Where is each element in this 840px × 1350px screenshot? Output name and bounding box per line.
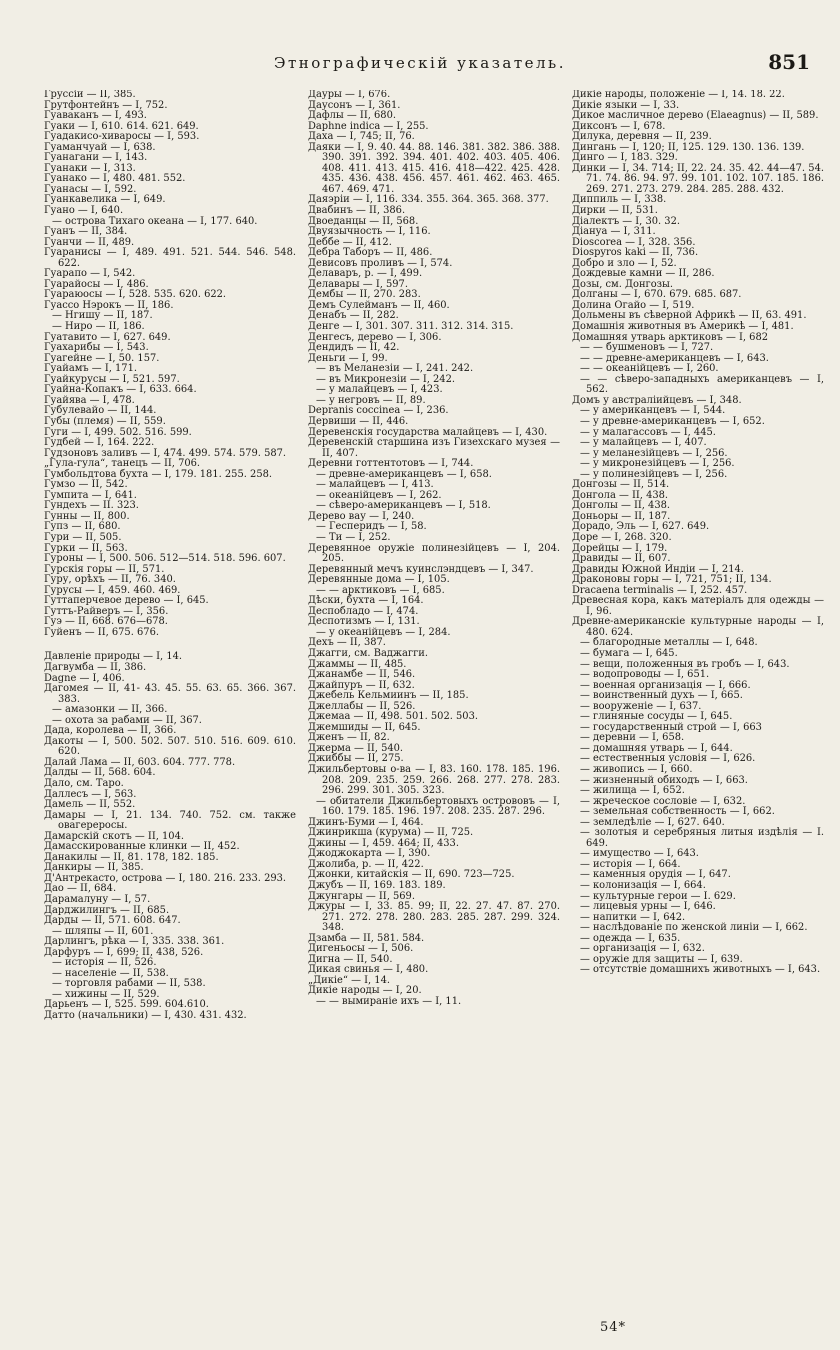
index-entry: Даллесъ — I, 563.: [44, 788, 137, 800]
index-entry: Гундехъ — II. 323.: [44, 500, 139, 512]
index-entry: Дождевые камни — II, 286.: [572, 268, 715, 280]
index-entry: Донголы — II, 438.: [572, 500, 671, 512]
index-subentry: — жизненный обиходъ — I, 663.: [580, 774, 748, 786]
index-subentry: — естественныя условія — I, 626.: [580, 753, 756, 765]
index-entry: Dagne — I, 406.: [44, 672, 125, 684]
index-entry: Гуайна-Копакъ — I, 633. 664.: [44, 384, 197, 396]
index-subentry: — благородные металлы — I, 648.: [580, 637, 758, 649]
index-entry: Дарджилингъ — II, 685.: [44, 904, 170, 916]
index-entry: Джиббы — II, 275.: [308, 753, 404, 765]
index-entry: Гуру, орѣхъ — II, 76. 340.: [44, 574, 176, 586]
index-entry: Гуги — I, 499. 502. 516. 599.: [44, 426, 192, 438]
index-subentry: — лицевыя урны — I, 646.: [580, 901, 716, 913]
index-entry: Джины — I, 459. 464; II, 433.: [308, 837, 459, 849]
index-subentry: — шляпы — II, 601.: [52, 925, 154, 937]
index-subentry: — вещи, положенныя въ гробъ — I, 643.: [580, 658, 790, 670]
index-entry: Диксонъ — I, 678.: [572, 120, 666, 132]
index-entry: Домашнія животныя въ Америкѣ — I, 481.: [572, 321, 794, 333]
index-entry: Донгозы — II, 514.: [572, 479, 670, 491]
index-entry: Дамасскированные клинки — II, 452.: [44, 841, 240, 853]
index-entry: Дравиды Южной Индіи — I, 214.: [572, 563, 744, 575]
index-entry: Гуарайосы — I, 486.: [44, 278, 149, 290]
index-entry: Дикая свинья — I, 480.: [308, 964, 429, 976]
index-subentry: — — океанійцевъ — I, 260.: [580, 363, 719, 375]
index-entry: Дауры — I, 676.: [308, 90, 391, 100]
index-entry: Джинрикша (курума) — II, 725.: [308, 827, 474, 839]
index-subentry: — — арктиковъ — I, 685.: [316, 584, 445, 596]
index-entry: Дада, королева — II, 366.: [44, 725, 177, 737]
index-subentry: — военная организація — I, 666.: [580, 679, 751, 691]
index-subentry: — Гесперидъ — I, 58.: [316, 521, 427, 533]
index-subentry: — одежда — I, 635.: [580, 932, 681, 944]
index-entry: Дингань — I, 120; II, 125. 129. 130. 136. 139.: [572, 141, 805, 153]
index-entry: Губулевайо — II, 144.: [44, 405, 157, 417]
index-entry: Діануа — I, 311.: [572, 226, 656, 238]
index-entry: Домашняя утварь арктиковъ — I, 682: [572, 331, 769, 343]
index-entry: Гуанаки — I, 313.: [44, 162, 136, 174]
index-entry: Джоджокарта — I, 390.: [308, 848, 431, 860]
index-entry: Гуайамъ — I, 171.: [44, 363, 137, 375]
index-entry: Делавары — I, 597.: [308, 278, 408, 290]
index-subentry: — имущество — I, 643.: [580, 848, 699, 860]
index-entry: Гуроны — I, 500. 506. 512—514. 518. 596. 607.: [44, 553, 286, 565]
index-entry: Гумзо — II, 542.: [44, 479, 128, 491]
index-subentry: — древне-американцевъ — I, 658.: [316, 468, 492, 480]
index-entry: Гуанасы — I, 592.: [44, 183, 137, 195]
index-entry: Девисовъ проливъ — I, 574.: [308, 257, 453, 269]
index-entry: Daphne indica — I, 255.: [308, 120, 429, 132]
index-entry: Даха — I, 745; II, 76.: [308, 131, 415, 143]
index-entry: Дикіе народы — I, 20.: [308, 985, 422, 997]
index-entry: Данкиры — II, 385.: [44, 862, 144, 874]
index-entry: Даусонъ — I, 361.: [308, 99, 401, 111]
index-subentry: — государственный строй — I, 663: [580, 721, 762, 733]
index-entry: Данакилы — II, 81. 178, 182. 185.: [44, 851, 219, 863]
index-subentry: — глиняные сосуды — I, 645.: [580, 711, 733, 723]
index-entry: Гуаранисы — I, 489. 491. 521. 544. 546. 548. 622.: [44, 247, 296, 269]
index-subentry: — живопись — I, 660.: [580, 764, 693, 775]
index-entry: Дало, см. Таро.: [44, 778, 124, 789]
index-entry: Дарфуръ — I, 699; II, 438, 526.: [44, 946, 204, 958]
index-entry: Деревенскія государства малайцевъ — I, 430.: [308, 426, 548, 438]
index-entry: Гуанако — I, 480. 481. 552.: [44, 173, 186, 185]
index-subentry: — у древне-американцевъ — I, 652.: [580, 415, 765, 427]
index-entry: Дарлингъ, рѣка — I, 335. 338. 361.: [44, 936, 225, 948]
index-subentry: — золотыя и серебряныя литыя издѣлія — I. 649.: [580, 827, 824, 849]
index-entry: Дорейцы — I, 179.: [572, 542, 668, 554]
index-entry: Гумпита — I, 641.: [44, 489, 137, 501]
index-entry: Долина Огайо — I, 519.: [572, 299, 695, 311]
index-entry: Груссіи — II, 385.: [44, 90, 136, 100]
index-subentry: — въ Микронезіи — I, 242.: [316, 373, 455, 385]
index-subentry: — домашняя утварь — I, 644.: [580, 742, 733, 754]
index-subentry: — у полинезійцевъ — I, 256.: [580, 468, 728, 480]
index-entry: Древесная кора, какъ матеріалъ для одежды — I, 96.: [572, 595, 824, 617]
index-subentry: — Ти — I, 252.: [316, 531, 391, 543]
index-entry: Гуанагани — I, 143.: [44, 152, 148, 164]
index-column-left: [44, 90, 296, 1330]
index-entry: Дакоты — I, 500. 502. 507. 510. 516. 609. 610. 620.: [44, 735, 296, 758]
index-subentry: — деревни — I, 658.: [580, 732, 685, 744]
index-subentry: — Нгишу — II, 187.: [52, 310, 153, 322]
index-entry: Драконовы горы — I, 721, 751; II, 134.: [572, 574, 772, 586]
index-entry: Дехъ — II, 387.: [308, 637, 386, 649]
index-entry: Dracaena terminalis — I, 252. 457.: [572, 584, 748, 596]
index-entry: Деревенскій старшина изъ Гизехскаго музея — II, 407.: [308, 437, 560, 459]
index-subentry: — у американцевъ — I, 544.: [580, 405, 726, 417]
index-entry: Джанамбе — II, 546.: [308, 669, 416, 681]
index-entry: Джемаа — II, 498. 501. 502. 503.: [308, 711, 479, 723]
index-entry: Гуассо Нэрокъ — II, 186.: [44, 299, 174, 311]
index-subentry: — исторія — I, 664.: [580, 858, 681, 870]
index-entry: Джайпуръ — II, 632.: [308, 679, 415, 691]
index-entry: Дзамба — II, 581. 584.: [308, 932, 425, 944]
index-entry: Дендидъ — II, 42.: [308, 342, 400, 354]
index-subentry: — малайцевъ — I, 413.: [316, 479, 434, 491]
index-entry: Деньги — I, 99.: [308, 352, 388, 364]
index-entry: „Дикіе“ — I, 14.: [308, 974, 390, 986]
index-subentry: — — сѣверо-западныхъ американцевъ — I, 562.: [580, 373, 824, 396]
index-entry: Диппиль — I, 338.: [572, 194, 667, 206]
index-entry: Гуаваканъ — I, 493.: [44, 110, 147, 122]
index-subentry: — у микронезійцевъ — I, 256.: [580, 458, 735, 470]
index-entry: Джильбертовы о-ва — I, 83. 160. 178. 185. 196. 208. 209. 235. 259. 266. 268. 277. 278. 283. 296. 299. 301. 305. 323.: [308, 764, 560, 797]
index-entry: Джунгары — II, 569.: [308, 890, 415, 902]
index-entry: Діалектъ — I, 30. 32.: [572, 215, 680, 227]
index-subentry: — вооруженіе — I, 637.: [580, 700, 702, 712]
index-entry: Джебель Кельмиинъ — II, 185.: [308, 690, 469, 702]
index-subentry: — наслѣдованіе по женской линіи — I, 662.: [580, 922, 808, 934]
index-entry: Денгесъ, дерево — I, 306.: [308, 331, 442, 343]
index-entry: Гуанъ — II, 384.: [44, 226, 128, 238]
index-entry: Деревянные дома — I, 105.: [308, 574, 450, 586]
index-entry: Джемшиды — II, 645.: [308, 721, 421, 733]
index-entry: Гудбей — I, 164. 222.: [44, 437, 155, 449]
index-entry: Делаваръ, р. — I, 499.: [308, 268, 423, 280]
page-number: 851: [768, 50, 810, 74]
index-subentry: — жреческое сословіе — I, 632.: [580, 795, 746, 807]
index-subentry: — напитки — I, 642.: [580, 911, 686, 923]
index-entry: Гуаки — I, 610. 614. 621. 649.: [44, 120, 199, 132]
index-entry: Домъ у австраліийцевъ — I, 348.: [572, 394, 742, 406]
index-entry: Дагомея — II, 41- 43. 45. 55. 63. 65. 366. 367. 383.: [44, 683, 296, 705]
index-entry: Гуарапо — I, 542.: [44, 268, 136, 280]
index-entry: Дозы, см. Донгозы.: [572, 278, 674, 290]
index-entry: Depranis coccinea — I, 236.: [308, 405, 449, 417]
index-entry: Далды — II, 568. 604.: [44, 767, 156, 779]
index-entry: Гупз — II, 680.: [44, 521, 121, 533]
index-entry: Деревни готтентотовъ — I, 744.: [308, 458, 474, 470]
index-entry: Далай Лама — II, 603. 604. 777. 778.: [44, 756, 236, 768]
index-subentry: — у меланезійцевъ — I, 256.: [580, 447, 728, 459]
index-entry: Деспобладо — I, 474.: [308, 605, 419, 617]
index-entry: Дао — II, 684.: [44, 883, 117, 895]
index-subentry: — — бушменовъ — I, 727.: [580, 342, 714, 354]
index-entry: Доньоры — II, 187.: [572, 510, 671, 522]
index-entry: Динки — I, 34. 714; II, 22. 24. 35. 42. 44—47. 54. 71. 74. 86. 94. 97. 99. 101. 102. 107. 185. 186. 269. 271. 273. 279. 284. 285. 288. 432.: [572, 162, 824, 195]
index-entry: Дигна — II, 540.: [308, 953, 393, 965]
index-subentry: — исторія — II, 526.: [52, 957, 157, 969]
index-subentry: — сѣверо-американцевъ — I, 518.: [316, 500, 491, 512]
index-subentry: — въ Меланезіи — I, 241. 242.: [316, 363, 474, 375]
running-title: Этнографическій указатель.: [274, 54, 566, 72]
index-subentry: — отсутствіе домашнихъ животныхъ — I, 643.: [580, 964, 821, 976]
index-entry: Дамары — I, 21. 134. 740. 752. см. также овагереросы.: [44, 809, 296, 832]
index-entry: Гуайкурусы — I, 521. 597.: [44, 373, 180, 385]
index-entry: Дамарскій скотъ — II, 104.: [44, 830, 185, 842]
index-entry: Гурусы — I, 459. 460. 469.: [44, 584, 181, 596]
index-subentry: — — древне-американцевъ — I, 643.: [580, 352, 769, 364]
index-entry: Джубъ — II, 169. 183. 189.: [308, 880, 446, 892]
index-entry: Двабинъ — II, 386.: [308, 205, 406, 217]
index-subentry: — колонизація — I, 664.: [580, 880, 706, 892]
index-entry: Денабъ — II, 282.: [308, 310, 399, 322]
index-subentry: — амазонки — II, 366.: [52, 704, 168, 716]
index-entry: Гури — II, 505.: [44, 531, 122, 543]
index-subentry: — обитатели Джильбертовыхъ острововъ — I, 160. 179. 185. 196. 197. 208. 235. 287. 296.: [316, 795, 560, 818]
index-subentry: — охота за рабами — II, 367.: [52, 714, 202, 726]
index-entry: Гуттаперчевое дерево — I, 645.: [44, 595, 209, 607]
index-entry: Дамель — II, 552.: [44, 799, 136, 811]
index-subentry: — Ниро — II, 186.: [52, 321, 145, 333]
index-entry: Донгола — II, 438.: [572, 489, 669, 501]
index-entry: Дженъ — II, 82.: [308, 732, 390, 744]
index-entry: Дикое масличное дерево (Elaeagnus) — II, 589.: [572, 110, 819, 122]
index-subentry: — у океанійцевъ — I, 284.: [316, 626, 451, 638]
index-entry: Гуатавито — I, 627. 649.: [44, 331, 171, 343]
index-subentry: — земельная собственность — I, 662.: [580, 806, 775, 818]
index-entry: Деббе — II, 412.: [308, 236, 392, 248]
index-entry: Гуадакисо-хиваросы — I, 593.: [44, 131, 200, 143]
index-entry: „Гула-гула“, танецъ — II, 706.: [44, 458, 201, 470]
index-entry: Джолиба, р. — II, 422.: [308, 858, 424, 870]
index-entry: Дарды — II, 571. 608. 647.: [44, 915, 181, 927]
index-entry: Джуры — I, 33. 85. 99; II, 22. 27. 47. 87. 270. 271. 272. 278. 280. 283. 285. 287. 299. 324. 348.: [308, 901, 560, 934]
page-header: [0, 50, 840, 80]
index-subentry: — земледѣліе — I, 627. 640.: [580, 816, 725, 828]
index-subentry: — населеніе — II, 538.: [52, 967, 169, 979]
letter-section-gap: [44, 638, 296, 652]
index-subentry: — у малайцевъ — I, 407.: [580, 437, 707, 449]
index-entry: Дагвумба — II, 386.: [44, 661, 147, 673]
index-column-middle: [308, 90, 560, 1330]
index-subentry: — у малайцевъ — I, 423.: [316, 384, 443, 396]
index-subentry: — жилища — I, 652.: [580, 785, 685, 797]
index-entry: Двоеданцы — II, 568.: [308, 215, 419, 227]
index-entry: Даяки — I, 9. 40. 44. 88. 146. 381. 382. 386. 388. 390. 391. 392. 394. 401. 402. 403. 405. 406. 408. 411. 413. 415. 416. 418—422. 425. 428. 435. 436. 438. 456. 457. 461. 462. 463. 465. 467. 469. 471.: [308, 141, 560, 195]
index-subentry: — у малагассовъ — I, 445.: [580, 426, 716, 438]
index-entry: Дольмены въ сѣверной Африкѣ — II, 63. 491.: [572, 310, 807, 322]
index-entry: Деспотизмъ — I, 131.: [308, 616, 420, 628]
index-entry: Дикіе народы, положеніе — I, 14. 18. 22.: [572, 90, 785, 100]
index-column-right: [572, 90, 824, 1330]
index-subentry: — хижины — II, 529.: [52, 988, 160, 1000]
index-subentry: — оружіе для защиты — I, 639.: [580, 953, 743, 965]
index-entry: Дигеньосы — I, 506.: [308, 943, 414, 955]
index-entry: Джаммы — II, 485.: [308, 658, 407, 670]
index-entry: Дравиды — II, 607.: [572, 553, 671, 565]
index-entry: Деревянное оружіе полинезійцевъ — I, 204. 205.: [308, 542, 560, 565]
index-entry: Губы (племя) — II, 559.: [44, 415, 166, 427]
index-entry: Давленіе природы — I, 14.: [44, 651, 183, 663]
index-entry: Деревянный мечъ куинслэндцевъ — I, 347.: [308, 563, 534, 575]
index-entry: Джинъ-Буми — I, 464.: [308, 816, 424, 828]
index-subentry: — каменныя орудія — I, 647.: [580, 869, 731, 881]
index-entry: Дарамалуну — I, 57.: [44, 894, 151, 906]
index-entry: Дебра Таборъ — II, 486.: [308, 247, 433, 259]
index-entry: Гурки — II, 563.: [44, 542, 128, 554]
index-entry: Гуттъ-Райверъ — I, 356.: [44, 605, 169, 617]
index-entry: Гуахарибы — I, 543.: [44, 342, 149, 354]
index-entry: Грутфонтейнъ — I, 752.: [44, 99, 168, 111]
index-entry: Дирки — II, 531.: [572, 205, 658, 217]
index-entry: Джагги, см. Ваджагги.: [308, 647, 428, 659]
index-subentry: — у негровъ — II, 89.: [316, 394, 426, 406]
index-entry: Гумбольдтова бухта — I, 179. 181. 255. 258.: [44, 468, 273, 480]
index-entry: Даяэріи — I, 116. 334. 355. 364. 365. 368. 377.: [308, 194, 549, 206]
index-entry: Гурскія горы — II, 571.: [44, 563, 165, 575]
index-entry: Гуанкавелика — I, 649.: [44, 194, 166, 206]
index-entry: Гуайява — I, 478.: [44, 394, 135, 406]
index-entry: Дерево вау — I, 240.: [308, 510, 415, 522]
index-entry: Гуано — I, 640.: [44, 205, 124, 217]
index-entry: Д'Антрекасто, острова — I, 180. 216. 233. 293.: [44, 872, 287, 884]
index-subentry: — — вымираніе ихъ — I, 11.: [316, 996, 462, 1008]
index-entry: Гуаманчуай — I, 638.: [44, 141, 156, 153]
index-subentry: — океанійцевъ — I, 262.: [316, 489, 442, 501]
index-entry: Дикіе языки — I, 33.: [572, 99, 680, 111]
index-entry: Демъ Сулейманъ — II, 460.: [308, 299, 450, 311]
index-subentry: — бумага — I, 645.: [580, 647, 678, 659]
index-entry: Гуэ — II, 668. 676—678.: [44, 616, 168, 628]
index-entry: Долганы — I, 670. 679. 685. 687.: [572, 289, 742, 301]
index-subentry: — острова Тихаго океана — I, 177. 640.: [52, 215, 258, 227]
index-entry: Датто (начальники) — I, 430. 431. 432.: [44, 1010, 247, 1022]
index-subentry: — водопроводы — I, 651.: [580, 669, 710, 681]
index-subentry: — воинственный духъ — I, 665.: [580, 690, 743, 702]
index-entry: Гуагейне — I, 50. 157.: [44, 352, 160, 364]
index-subentry: — торговля рабами — II, 538.: [52, 978, 206, 990]
index-entry: Гунны — II, 800.: [44, 510, 130, 522]
index-entry: Дарьенъ — I, 525. 599. 604.610.: [44, 999, 209, 1011]
index-entry: Динго — I, 183. 329.: [572, 152, 678, 164]
index-subentry: — культурные герои — I. 629.: [580, 890, 736, 902]
index-entry: Древне-американскіе культурные народы — I, 480. 624.: [572, 616, 824, 638]
index-entry: Джерма — II, 540.: [308, 742, 404, 754]
index-entry: Diospyros kaki — II, 736.: [572, 247, 699, 259]
index-entry: Добро и зло — I, 52.: [572, 257, 677, 269]
index-entry: Дѣски, бухта — I, 164.: [308, 595, 424, 607]
index-entry: Гуараюосы — I, 528. 535. 620. 622.: [44, 289, 227, 301]
index-entry: Дилука, деревня — II, 239.: [572, 131, 712, 143]
index-columns: [44, 90, 824, 1330]
index-entry: Денге — I, 301. 307. 311. 312. 314. 315.: [308, 321, 514, 333]
index-entry: Дервиши — II, 446.: [308, 415, 409, 427]
index-subentry: — организація — I, 632.: [580, 943, 705, 955]
index-entry: Гуйенъ — II, 675. 676.: [44, 626, 159, 638]
index-entry: Доре — I, 268. 320.: [572, 531, 672, 543]
index-entry: Дафлы — II, 680.: [308, 110, 396, 122]
index-entry: Dioscorea — I, 328. 356.: [572, 236, 696, 248]
index-entry: Гуанчи — II, 489.: [44, 236, 135, 248]
printer-signature: 54*: [600, 1320, 627, 1335]
index-entry: Двуязычность — I, 116.: [308, 226, 431, 238]
index-entry: Дембы — II, 270. 283.: [308, 289, 421, 301]
index-entry: Джеллабы — II, 526.: [308, 700, 416, 712]
index-entry: Дорадо, Эль — I, 627. 649.: [572, 521, 710, 533]
index-entry: Гудзоновъ заливъ — I, 474. 499. 574. 579. 587.: [44, 447, 287, 459]
index-entry: Джонки, китайскія — II, 690. 723—725.: [308, 869, 515, 881]
